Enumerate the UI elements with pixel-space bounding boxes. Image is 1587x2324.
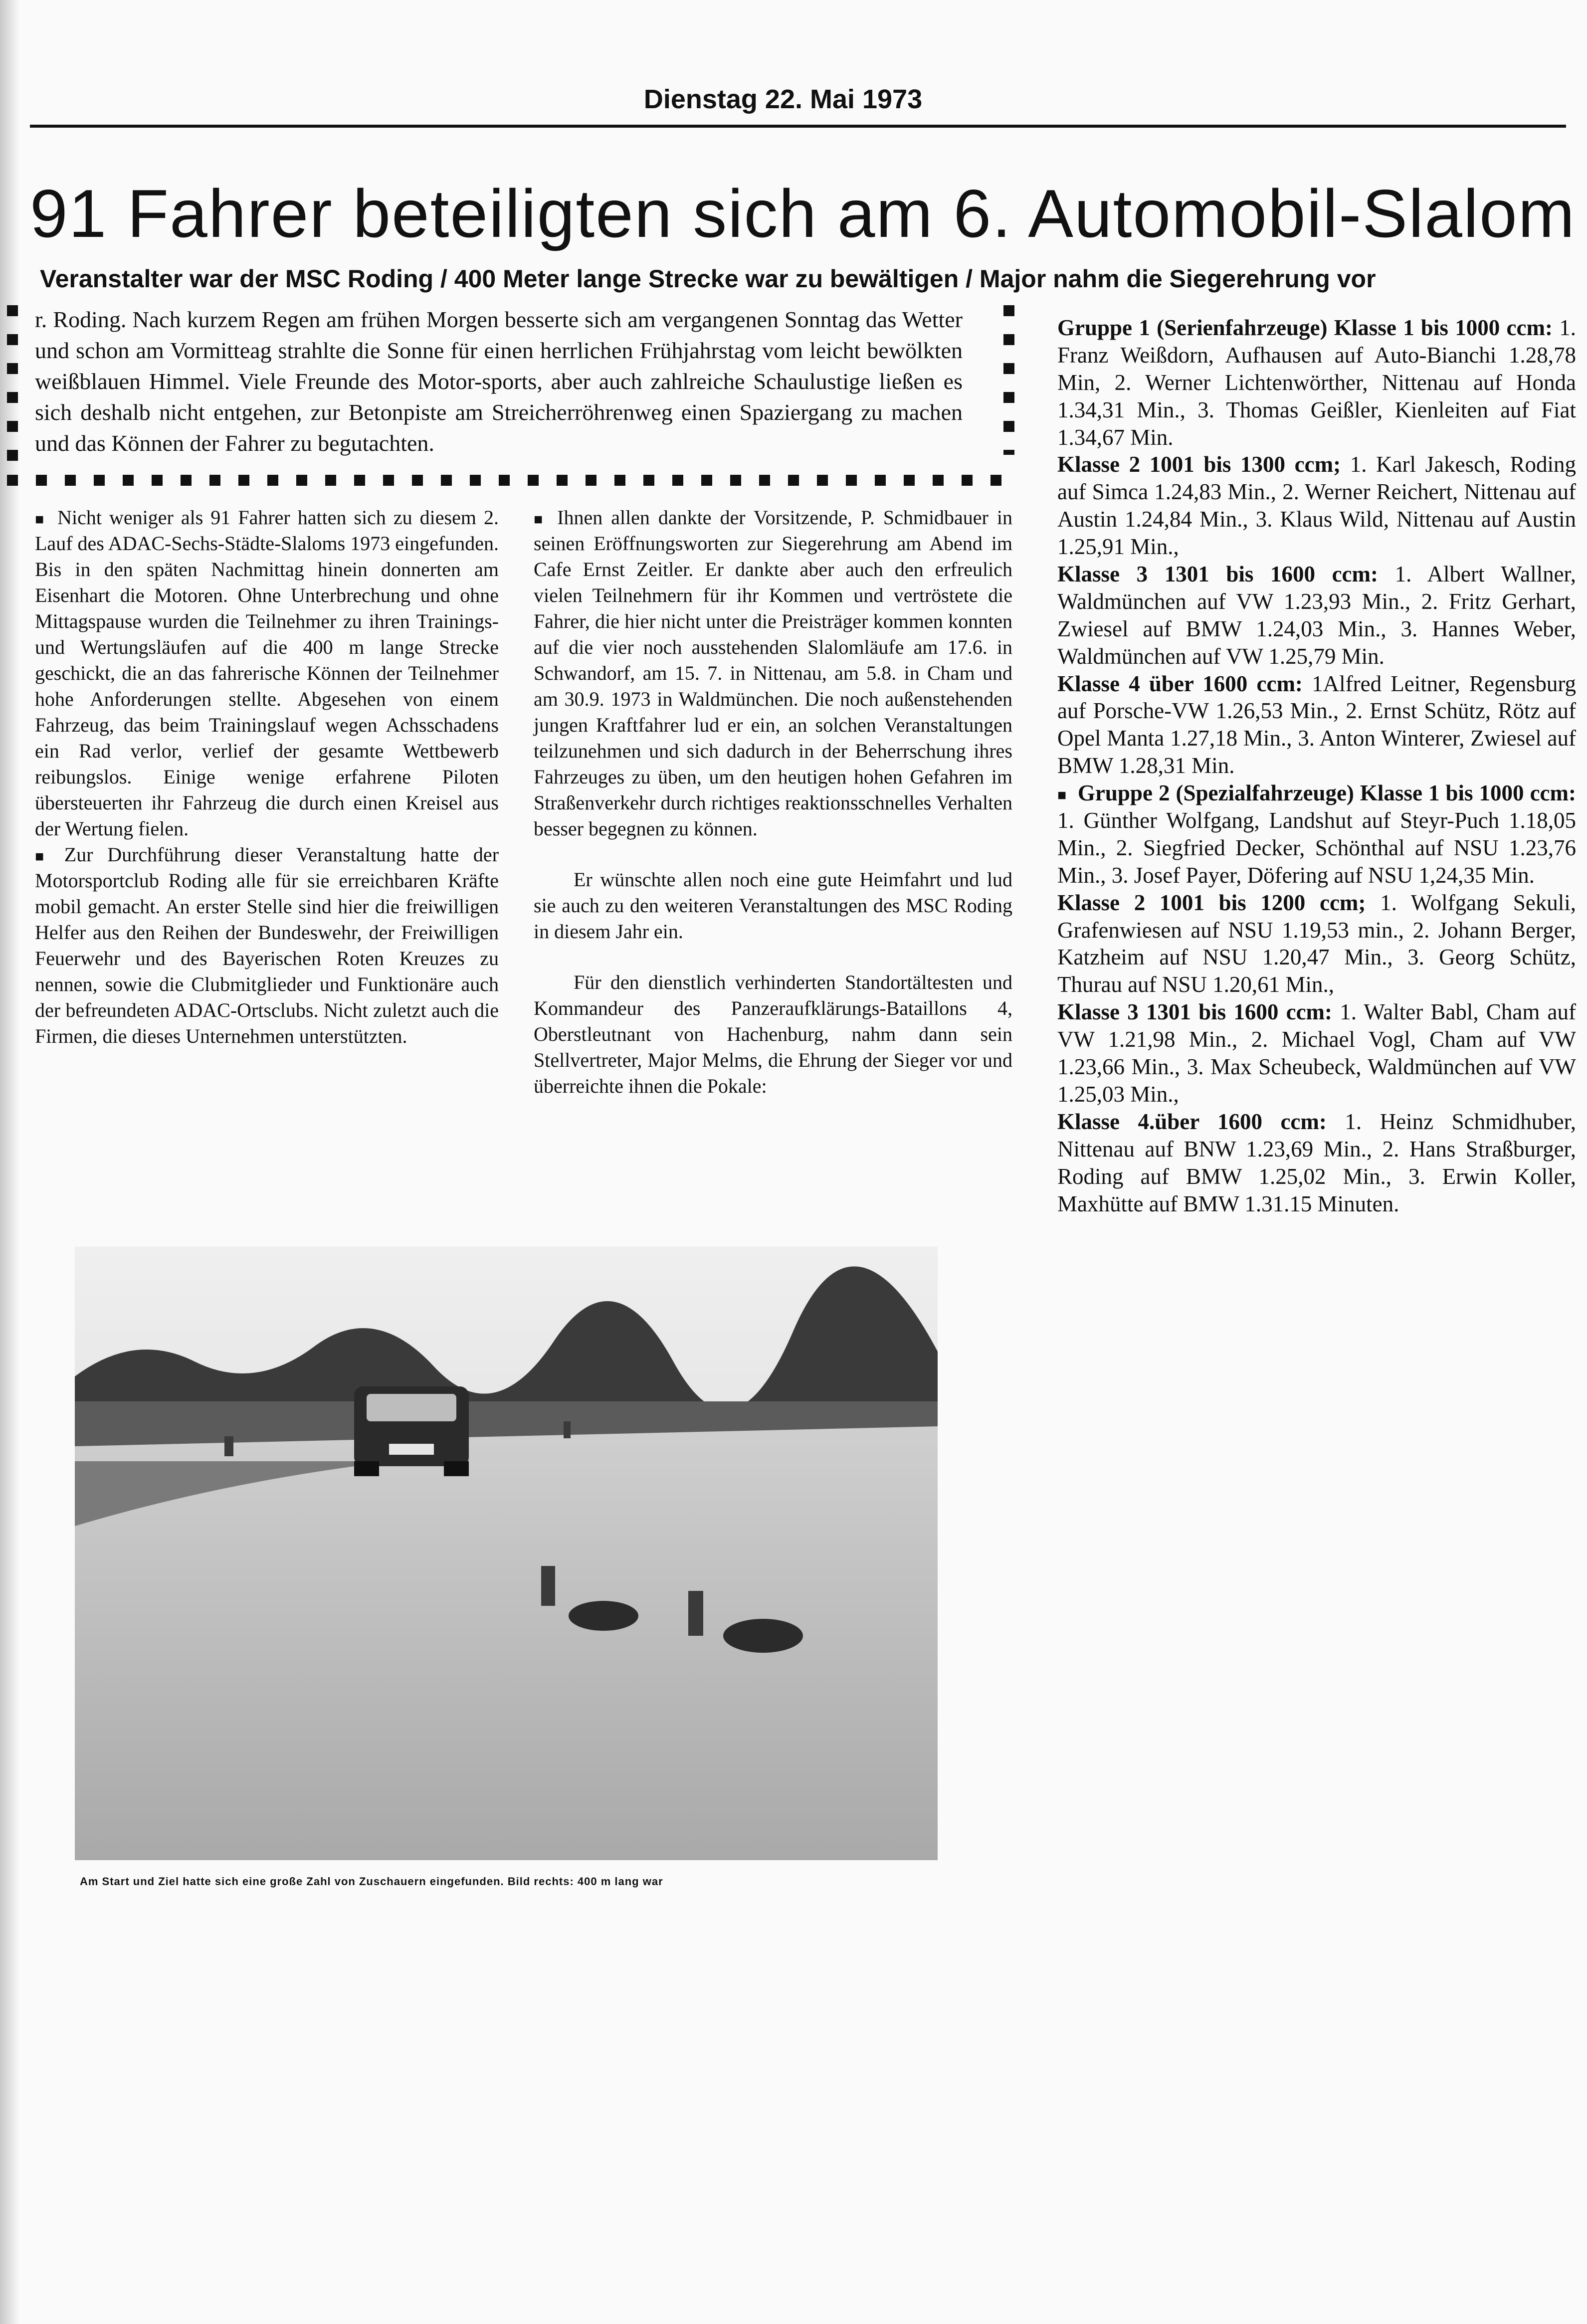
article-headline: 91 Fahrer beteiligten sich am 6. Automobil-Slalom (30, 176, 1576, 251)
result-group (1057, 561, 1576, 670)
square-bullet-icon: ■ (534, 511, 547, 528)
article-intro: r. Roding. Nach kurzem Regen am frühen Morgen besserte sich am vergangenen Sonntag das Wetter und schon am Vormitteag strahlte die Sonne für einen herrlichen Frühjahrstag vom leicht bewölkten weißblauen Himmel. Viele Freunde des Motor-sports, aber auch zahlreiche Schaulustige ließen es sich deshalb nicht entgehen, zur Betonpiste am Streicherröhrenweg einen Spaziergang zu machen und das Können der Fahrer zu begutachten. (35, 307, 963, 456)
column-2-paragraph (534, 969, 1012, 1099)
result-group (1057, 889, 1576, 999)
column-2-paragraph (534, 867, 1012, 945)
issue-date: Dienstag 22. Mai 1973 (643, 84, 923, 114)
result-heading: Gruppe 1 (Serienfahrzeuge) Klasse 1 bis 1000 ccm: (1057, 315, 1553, 340)
intro-box-right-border (1003, 305, 1014, 455)
result-heading: Klasse 2 1001 bis 1300 ccm; (1057, 452, 1341, 477)
result-text: 1. Walter Babl, Cham auf VW 1.21,98 Min., 2. Michael Vogl, Cham auf VW 1.23,66 Min., 3. Max Scheubeck, Waldmünchen auf VW 1.25,03 Min., (1057, 999, 1576, 1107)
article-photo (75, 1247, 938, 1860)
result-text: 1. Franz Weißdorn, Aufhausen auf Auto-Bianchi 1.28,78 Min, 2. Werner Lichtenwörther, Nittenau auf Honda 1.34,31 Min., 3. Thomas Geißler, Kienleiten auf Fiat 1.34,67 Min. (1057, 315, 1576, 450)
result-heading: Klasse 2 1001 bis 1200 ccm; (1057, 890, 1366, 915)
result-text: 1. Karl Jakesch, Roding auf Simca 1.24,83 Min., 2. Werner Reichert, Nittenau auf Austin 1.24,84 Min., 3. Klaus Wild, Nittenau auf Austin 1.25,91 Min., (1057, 452, 1576, 560)
paragraph-text: Für den dienstlich verhinderten Standortältesten und Kommandeur des Panzeraufklärungs-Bataillons 4, Oberstleutnant von Hachenburg, nahm dann sein Stellvertreter, Major Melms, die Ehrung der Sieger vor und überreichte ihnen die Pokale: (534, 971, 1012, 1097)
intro-box-left-border (7, 305, 18, 465)
result-group (1057, 451, 1576, 561)
photo-car (354, 1386, 469, 1476)
result-group (1057, 779, 1576, 889)
square-bullet-icon: ■ (1057, 786, 1067, 803)
result-text: 1. Heinz Schmidhuber, Nittenau auf BNW 1.23,69 Min., 2. Hans Straßburger, Roding auf BMW 1.25,02 Min., 3. Erwin Koller, Maxhütte auf BMW 1.31.15 Minuten. (1057, 1109, 1576, 1216)
paragraph-text: Er wünschte allen noch eine gute Heimfahrt und lud sie auch zu den weiteren Veranstaltungen des MSC Roding in diesem Jahr ein. (534, 868, 1012, 943)
result-heading: Klasse 4.über 1600 ccm: (1057, 1109, 1327, 1134)
result-group (1057, 998, 1576, 1108)
result-group (1057, 314, 1576, 451)
photo-caption: Am Start und Ziel hatte sich eine große Zahl von Zuschauern eingefunden. Bild rechts: 400 m lang war (80, 1875, 663, 1888)
result-group (1057, 1108, 1576, 1218)
slalom-photo-illustration (75, 1247, 938, 1860)
square-bullet-icon: ■ (35, 848, 53, 865)
result-heading: Klasse 4 über 1600 ccm: (1057, 671, 1303, 696)
paragraph-text: Ihnen allen dankte der Vorsitzende, P. Schmidbauer in seinen Eröffnungsworten zur Siegerehrung am Abend im Cafe Ernst Zeitler. Er dankte aber auch den erfreulich vielen Teilnehmern für ihr Kommen und vertröstete die Fahrer, die hier nicht unter die Preisträger kommen konnten auf die vier noch ausstehenden Slalomläufe am 17.6. in Schwandorf, am 15. 7. in Nittenau, am 5.8. in Cham und am 30.9. 1973 in Waldmünchen. Die noch außenstehenden jungen Kraftfahrer lud er ein, an solchen Veranstaltungen teilzunehmen und sich dadurch in der Beherrschung ihres Fahrzeuges zu üben, um den heutigen hohen Gefahren im Straßenverkehr durch richtiges reaktionsschnelles Verhalten besser begegnen zu können. (534, 506, 1012, 840)
column-2-paragraph (534, 505, 1012, 842)
paragraph-text: Nicht weniger als 91 Fahrer hatten sich zu diesem 2. Lauf des ADAC-Sechs-Städte-Slaloms 1973 eingefunden. Bis in den späten Nachmittag hinein donnerten am Eisenhart die Motoren. Ohne Unterbrechung und ohne Mittagspause wurden die Teilnehmer zu ihren Trainings- und Wertungsläufen auf die 400 m lange Strecke geschickt, die an das fahrerische Können der Teilnehmer hohe Anforderungen stellte. Abgesehen von einem Fahrzeug, das beim Trainingslauf wegen Achsschadens ein Rad verlor, verlief der gesamte Wettbewerb reibungslos. Einige wenige erfahrene Piloten übersteuerten ihr Fahrzeug die durch einen Kreisel aus der Wertung fielen. (35, 506, 499, 840)
article-subheadline: Veranstalter war der MSC Roding / 400 Meter lange Strecke war zu bewältigen / Major nahm die Siegerehrung vor (40, 265, 1376, 293)
intro-box-bottom-border (7, 475, 1014, 486)
article-column-2 (534, 505, 1012, 1099)
article-column-1 (35, 505, 499, 1049)
result-text: 1Alfred Leitner, Regensburg auf Porsche-VW 1.26,53 Min., 2. Ernst Schütz, Rötz auf Opel Manta 1.27,18 Min., 3. Anton Winterer, Zwiesel auf BMW 1.28,31 Min. (1057, 671, 1576, 778)
paragraph-text: Zur Durchführung dieser Veranstaltung hatte der Motorsportclub Roding alle für sie erreichbaren Kräfte mobil gemacht. An erster Stelle sind hier die freiwilligen Helfer aus den Reihen der Bundeswehr, der Freiwilligen Feuerwehr und des Bayerischen Roten Kreuzes zu nennen, sowie die Clubmitglieder und Funktionäre auch der befreundeten ADAC-Ortsclubs. Nicht zuletzt auch die Firmen, die dieses Unternehmen unterstützten. (35, 843, 499, 1047)
column-1-paragraph (35, 842, 499, 1049)
result-group (1057, 670, 1576, 780)
result-text: 1. Wolfgang Sekuli, Grafenwiesen auf NSU 1.19,53 min., 2. Johann Berger, Katzheim auf NSU 1.20,47 Min., 3. Georg Schütz, Thurau auf NSU 1.20,61 Min., (1057, 890, 1576, 997)
result-heading: Klasse 3 1301 bis 1600 ccm: (1057, 999, 1333, 1025)
result-heading: Gruppe 2 (Spezialfahrzeuge) Klasse 1 bis 1000 ccm: (1077, 780, 1576, 806)
results-column (1057, 314, 1576, 1217)
square-bullet-icon: ■ (35, 511, 47, 528)
column-1-paragraph (35, 505, 499, 842)
result-text: 1. Günther Wolfgang, Landshut auf Steyr-Puch 1.18,05 Min., 2. Siegfried Decker, Schönthal auf NSU 1.23,76 Min., 3. Josef Payer, Döfering auf NSU 1,24,35 Min. (1057, 808, 1576, 888)
result-text: 1. Albert Wallner, Waldmünchen auf VW 1.23,93 Min., 2. Fritz Gerhart, Zwiesel auf BMW 1.24,03 Min., 3. Hannes Weber, Waldmünchen auf VW 1.25,79 Min. (1057, 562, 1576, 669)
result-heading: Klasse 3 1301 bis 1600 ccm: (1057, 562, 1378, 587)
header-rule (30, 125, 1566, 128)
